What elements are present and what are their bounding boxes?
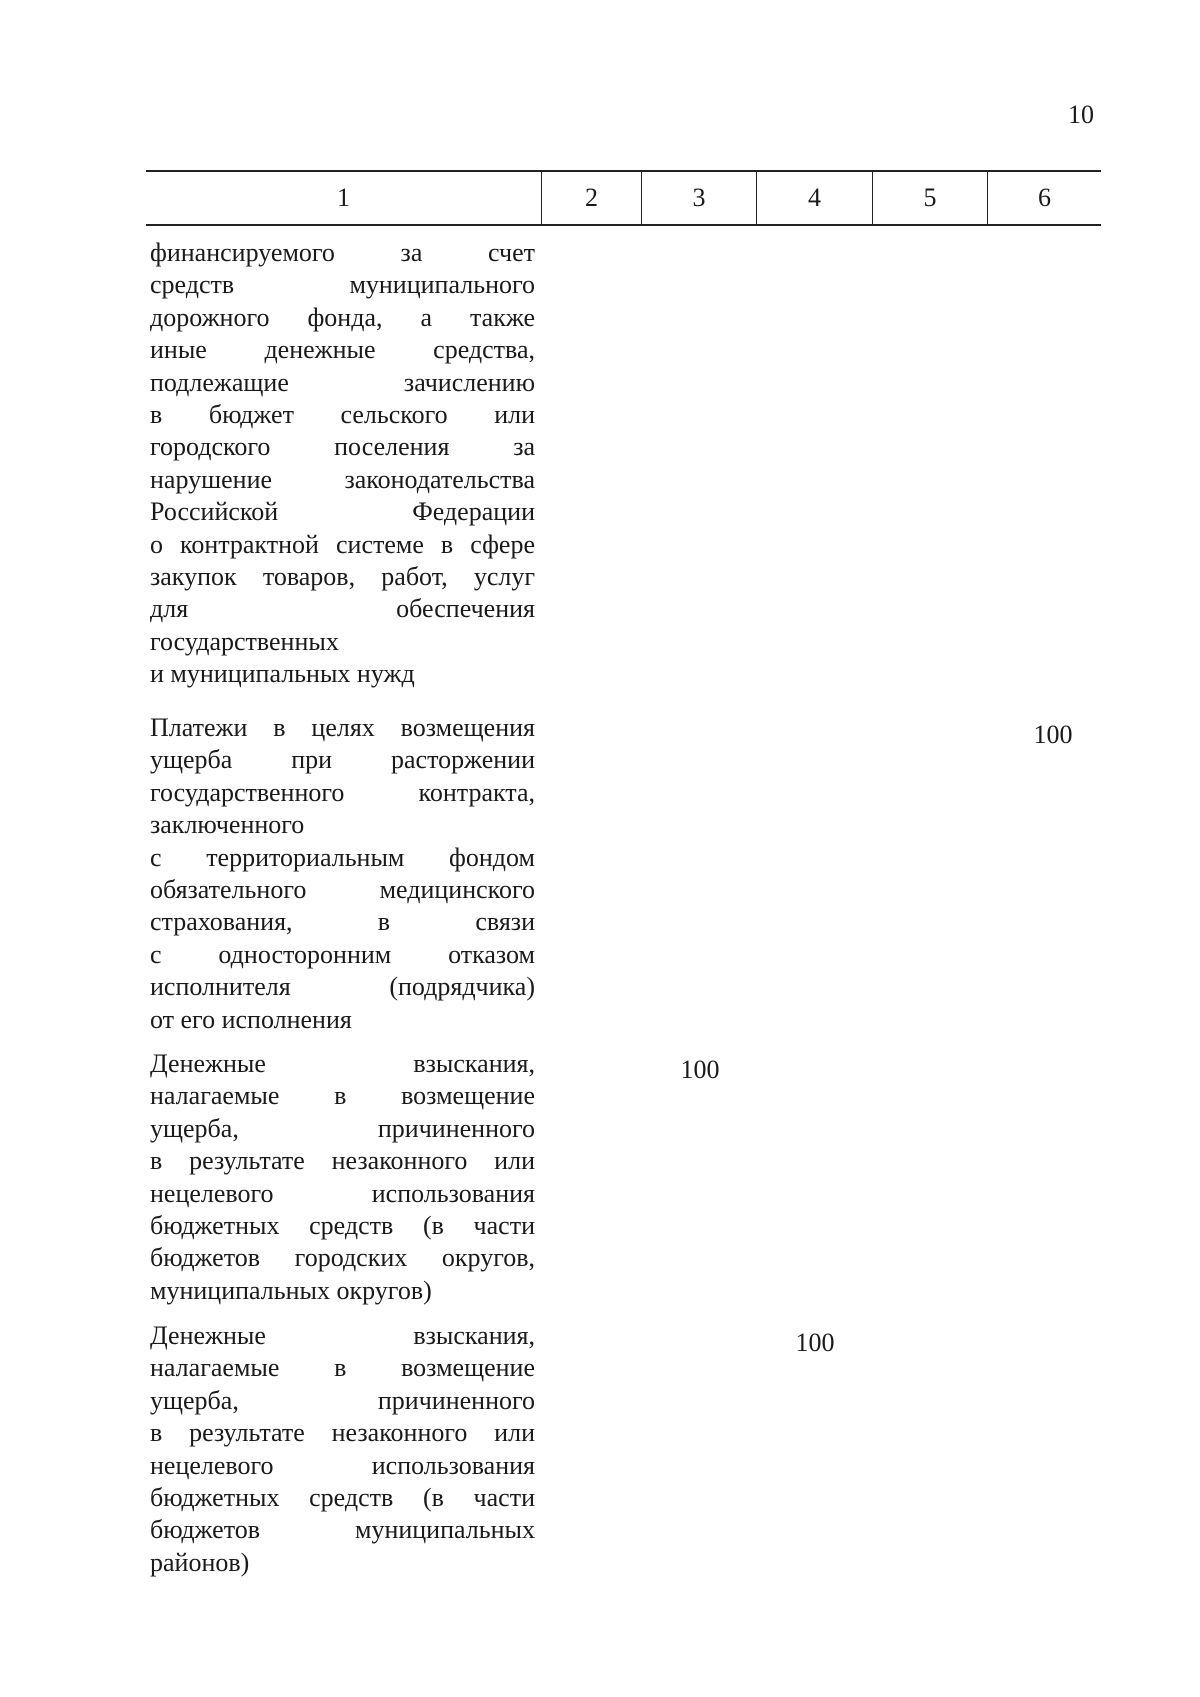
table-header-col-3: 3	[641, 172, 756, 224]
row-4-line-4: в результате незаконного или	[150, 1418, 535, 1448]
row-2-line-9: исполнителя (подрядчика)	[150, 972, 535, 1002]
row-4-line-6: бюджетных средств (в части	[150, 1482, 535, 1512]
row-1-line-12: для обеспечения	[150, 594, 535, 624]
row-1-line-5: подлежащие зачислению	[150, 367, 535, 397]
row-1-line-7: городского поселения за	[150, 432, 535, 462]
row-1-line-4: иные денежные средства,	[150, 335, 535, 365]
page-number: 10	[1068, 100, 1094, 129]
row-1-line-14: и муниципальных нужд	[150, 659, 415, 689]
row-1-line-3: дорожного фонда, а также	[150, 302, 535, 332]
table-header-row	[146, 170, 1101, 226]
row-4-line-8: районов)	[150, 1547, 250, 1577]
row-3-line-3: ущерба, причиненного	[150, 1113, 535, 1143]
row-2-value-col-6: 100	[1033, 720, 1073, 749]
row-1-line-10: о контрактной системе в сфере	[150, 529, 535, 559]
row-1-line-2: средств муниципального	[150, 270, 535, 300]
row-1-line-11: закупок товаров, работ, услуг	[150, 561, 535, 591]
row-2-line-6: обязательного медицинского	[150, 874, 535, 904]
row-3-line-8: муниципальных округов)	[150, 1275, 432, 1305]
row-2-line-8: с односторонним отказом	[150, 939, 535, 969]
row-2-line-7: страхования, в связи	[150, 907, 535, 937]
row-2-line-10: от его исполнения	[150, 1004, 352, 1034]
row-1-line-13: государственных	[150, 626, 339, 656]
row-1-line-9: Российской Федерации	[150, 497, 535, 527]
table-header-col-4: 4	[756, 172, 872, 224]
table-row-4-text	[150, 1320, 535, 1579]
row-4-line-5: нецелевого использования	[150, 1450, 535, 1480]
row-4-line-3: ущерба, причиненного	[150, 1385, 535, 1415]
table-row-3-text	[150, 1048, 535, 1307]
row-4-value-col-4: 100	[795, 1328, 835, 1357]
row-4-line-2: налагаемые в возмещение	[150, 1353, 535, 1383]
row-3-line-5: нецелевого использования	[150, 1178, 535, 1208]
row-2-line-4: заключенного	[150, 810, 305, 840]
table-header-col-2: 2	[541, 172, 641, 224]
row-3-line-7: бюджетов городских округов,	[150, 1243, 535, 1273]
row-3-line-4: в результате незаконного или	[150, 1146, 535, 1176]
row-3-line-2: налагаемые в возмещение	[150, 1081, 535, 1111]
row-4-line-7: бюджетов муниципальных	[150, 1515, 535, 1545]
table-header-col-5: 5	[872, 172, 987, 224]
table-header-col-6: 6	[987, 172, 1101, 224]
row-2-line-1: Платежи в целях возмещения	[150, 713, 535, 742]
row-2-line-2: ущерба при расторжении	[150, 745, 535, 775]
table-row-1-text	[150, 237, 535, 690]
row-3-line-6: бюджетных средств (в части	[150, 1210, 535, 1240]
row-1-line-1: финансируемого за счет	[150, 238, 535, 267]
row-3-line-1: Денежные взыскания,	[150, 1049, 535, 1078]
row-4-line-1: Денежные взыскания,	[150, 1321, 535, 1350]
row-3-value-col-3: 100	[680, 1055, 720, 1084]
table-header-col-1: 1	[337, 183, 350, 212]
row-2-line-3: государственного контракта,	[150, 777, 535, 807]
row-2-line-5: с территориальным фондом	[150, 842, 535, 872]
row-1-line-8: нарушение законодательства	[150, 464, 535, 494]
table-row-2-text	[150, 712, 535, 1036]
row-1-line-6: в бюджет сельского или	[150, 399, 535, 429]
